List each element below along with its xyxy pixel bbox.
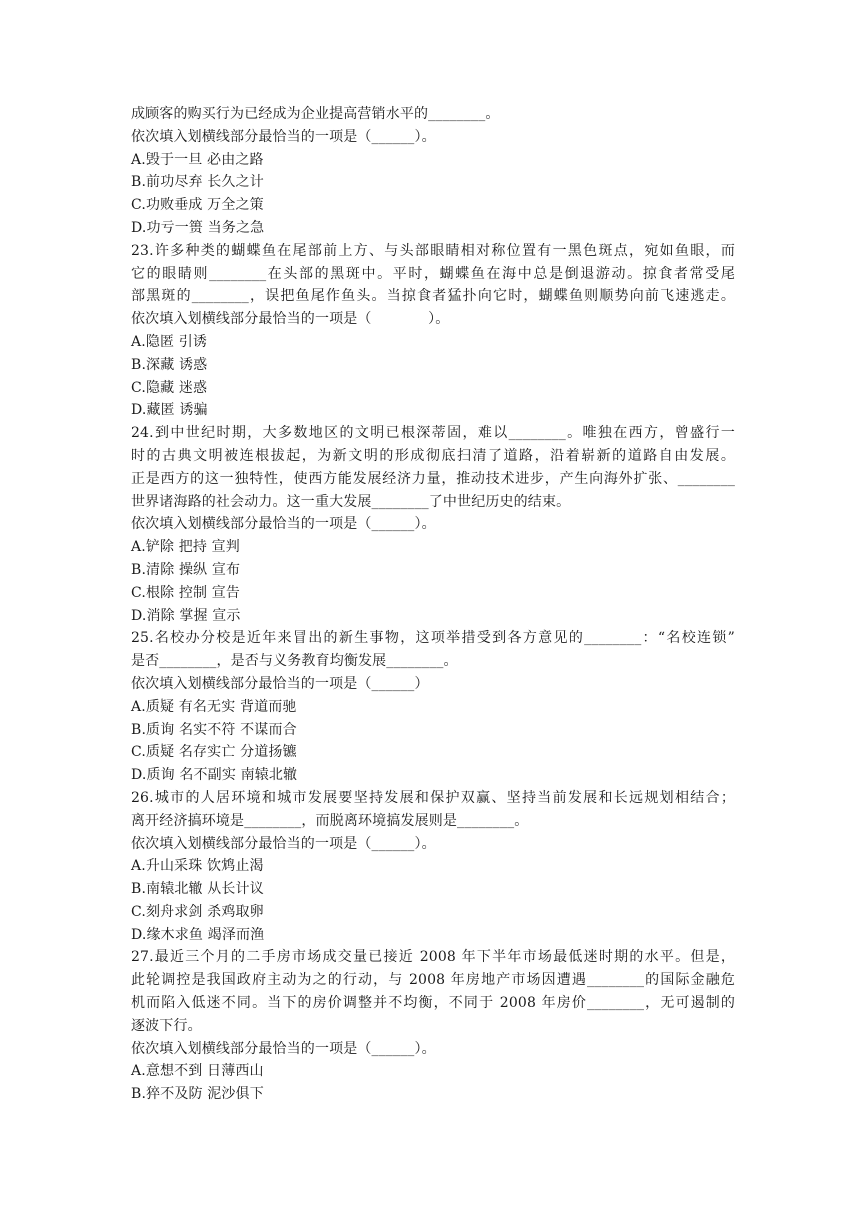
question-27-text: 逐波下行。	[131, 1017, 202, 1034]
option-d: D.藏匿 诱骗	[131, 402, 208, 419]
question-27-text: 此轮调控是我国政府主动为之的行动，与 2008 年房地产市场因遭遇________的国际金融危	[131, 972, 735, 989]
question-24-text: 24.到中世纪时期，大多数地区的文明已根深蒂固，难以________。唯独在西方，曾盛行一	[131, 425, 735, 442]
option-a: A.隐匿 引诱	[131, 333, 208, 350]
question-prompt: 依次填入划横线部分最恰当的一项是（______）。	[131, 516, 436, 533]
question-23-text: 它的眼睛则________在头部的黑斑中。平时，蝴蝶鱼在海中总是倒退游动。掠食者常受尾	[131, 265, 735, 282]
option-b: B.清除 操纵 宣布	[131, 561, 241, 578]
option-b: B.前功尽弃 长久之计	[131, 174, 264, 191]
question-prompt: 依次填入划横线部分最恰当的一项是（ ）。	[131, 311, 450, 328]
option-d: D.质询 名不副实 南辕北辙	[131, 767, 298, 784]
option-a: A.升山采珠 饮鸩止渴	[131, 858, 264, 875]
option-d: D.功亏一篑 当务之急	[131, 219, 265, 236]
question-24-text: 时的古典文明被连根拔起，为新文明的形成彻底扫清了道路，沿着崭新的道路自由发展。	[131, 447, 735, 464]
option-c: C.质疑 名存实亡 分道扬镳	[131, 744, 297, 761]
question-24-text: 世界诸海路的社会动力。这一重大发展________了中世纪历史的结束。	[131, 493, 571, 510]
option-b: B.质询 名实不符 不谋而合	[131, 721, 297, 738]
document-page	[131, 103, 735, 1106]
question-27-text: 机而陷入低迷不同。当下的房价调整并不均衡，不同于 2008 年房价________，无可遏制的	[131, 995, 735, 1012]
question-23-text: 部黑斑的________，误把鱼尾作鱼头。当掠食者猛扑向它时，蝴蝶鱼则顺势向前飞速逃走。	[131, 288, 735, 305]
option-b: B.猝不及防 泥沙俱下	[131, 1086, 264, 1103]
question-25-text: 是否________，是否与义务教育均衡发展________。	[131, 653, 458, 670]
question-23-text: 23.许多种类的蝴蝶鱼在尾部前上方、与头部眼睛相对称位置有一黑色斑点，宛如鱼眼，而	[131, 242, 735, 259]
option-b: B.深藏 诱惑	[131, 356, 208, 373]
question-prompt: 依次填入划横线部分最恰当的一项是（______）。	[131, 128, 436, 145]
question-25-text: 25.名校办分校是近年来冒出的新生事物，这项举措受到各方意见的________：“名校连锁”	[131, 630, 735, 647]
question-prompt: 依次填入划横线部分最恰当的一项是（______）。	[131, 1040, 436, 1057]
option-d: D.缘木求鱼 竭泽而渔	[131, 926, 265, 943]
option-c: C.刻舟求剑 杀鸡取卵	[131, 903, 264, 920]
question-24-text: 正是西方的这一独特性，使西方能发展经济力量，推动技术进步，产生向海外扩张、________	[131, 470, 735, 487]
option-b: B.南辕北辙 从长计议	[131, 881, 264, 898]
option-a: A.质疑 有名无实 背道而驰	[131, 698, 297, 715]
question-27-text: 27.最近三个月的二手房市场成交量已接近 2008 年下半年市场最低迷时期的水平。但是，	[131, 949, 735, 966]
option-a: A.意想不到 日薄西山	[131, 1063, 264, 1080]
question-26-text: 26.城市的人居环境和城市发展要坚持发展和保护双赢、坚持当前发展和长远规划相结合；	[131, 789, 735, 806]
option-c: C.根除 控制 宣告	[131, 584, 241, 601]
question-26-text: 离开经济搞环境是________，而脱离环境搞发展则是________。	[131, 812, 529, 829]
option-d: D.消除 掌握 宣示	[131, 607, 241, 624]
option-c: C.隐藏 迷惑	[131, 379, 208, 396]
option-a: A.铲除 把持 宣判	[131, 539, 240, 556]
question-prompt: 依次填入划横线部分最恰当的一项是（______）	[131, 675, 429, 692]
question-prompt: 依次填入划横线部分最恰当的一项是（______）。	[131, 835, 436, 852]
text-line: 成顾客的购买行为已经成为企业提高营销水平的________。	[131, 106, 500, 122]
option-a: A.毁于一旦 必由之路	[131, 151, 264, 168]
option-c: C.功败垂成 万全之策	[131, 197, 264, 214]
